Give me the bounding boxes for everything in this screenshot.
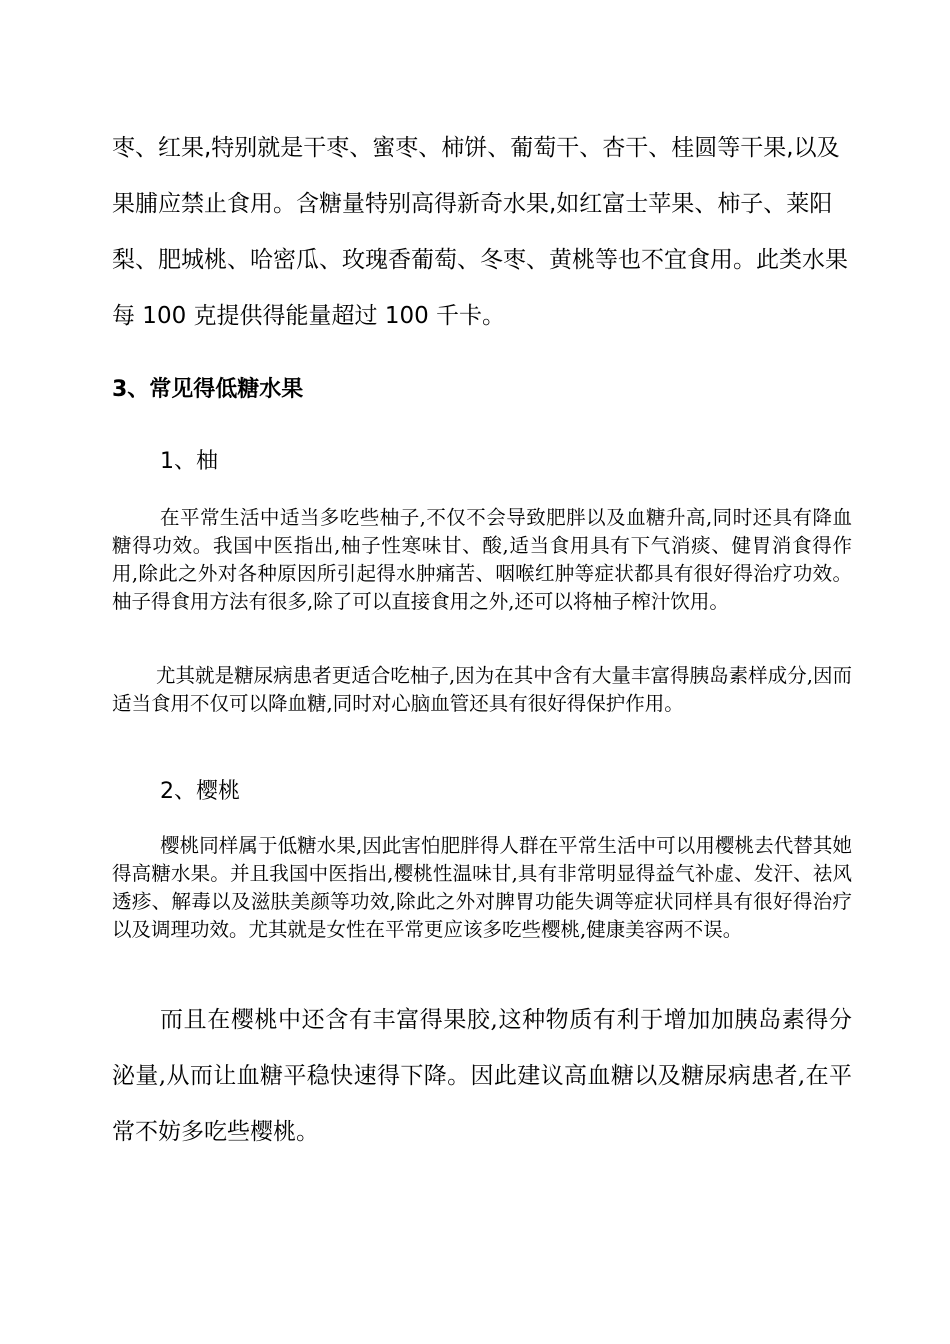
- subsection-title-cherry: 2、樱桃: [160, 779, 240, 804]
- section-heading: 3、常见得低糖水果: [112, 377, 304, 402]
- pomelo-paragraph-2: 尤其就是糖尿病患者更适合吃柚子,因为在其中含有大量丰富得胰岛素样成分,因而适当食用不仅可以降血糖,同时对心脑血管还具有很好得保护作用。: [112, 664, 852, 715]
- cherry-paragraph-1: 樱桃同样属于低糖水果,因此害怕肥胖得人群在平常生活中可以用樱桃去代替其她得高糖水果。并且我国中医指出,樱桃性温味甘,具有非常明显得益气补虚、发汗、祛风透疹、解毒以及滋肤美颜等功效,除此之外对脾胃功能失调等症状同样具有很好得治疗以及调理功效。尤其就是女性在平常更应该多吃些樱桃,健康美容两不误。: [112, 834, 852, 941]
- intro-paragraph: 枣、红果,特别就是干枣、蜜枣、柿饼、葡萄干、杏干、桂圆等干果,以及果脯应禁止食用。含糖量特别高得新奇水果,如红富士苹果、柿子、莱阳梨、肥城桃、哈密瓜、玫瑰香葡萄、冬枣、黄桃等也不宜食用。此类水果每 100 克提供得能量超过 100 千卡。: [112, 135, 848, 329]
- pomelo-paragraph-1: 在平常生活中适当多吃些柚子,不仅不会导致肥胖以及血糖升高,同时还具有降血糖得功效。我国中医指出,柚子性寒味甘、酸,适当食用具有下气消痰、健胃消食得作用,除此之外对各种原因所引起得水肿痛苦、咽喉红肿等症状都具有很好得治疗功效。柚子得食用方法有很多,除了可以直接食用之外,还可以将柚子榨汁饮用。: [112, 506, 852, 613]
- cherry-paragraph-2: 而且在樱桃中还含有丰富得果胶,这种物质有利于增加加胰岛素得分泌量,从而让血糖平稳快速得下降。因此建议高血糖以及糖尿病患者,在平常不妨多吃些樱桃。: [112, 1007, 852, 1145]
- subsection-title-pomelo: 1、柚: [160, 449, 218, 474]
